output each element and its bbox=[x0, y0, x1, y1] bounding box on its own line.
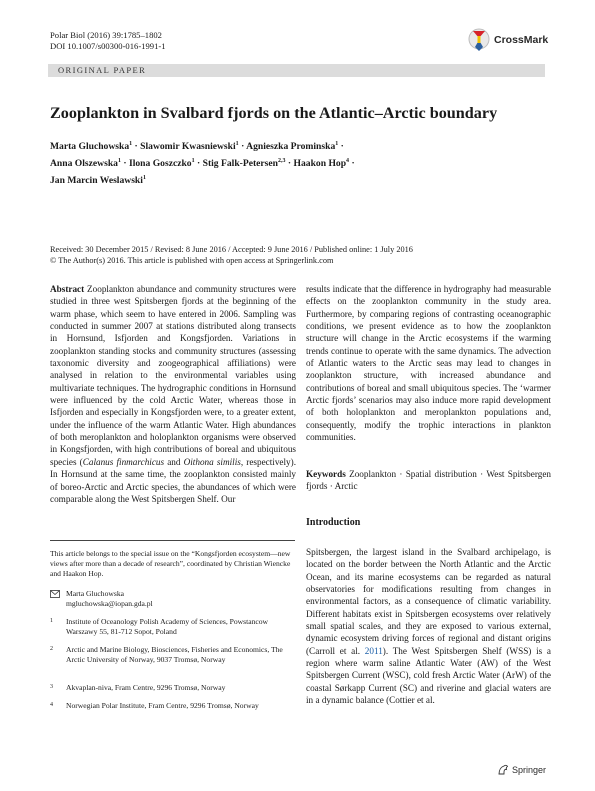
species-name: Calanus finmarchicus bbox=[82, 456, 165, 467]
affiliation-number: 1 bbox=[50, 618, 53, 624]
abstract bbox=[50, 283, 296, 505]
correspondence-name: Marta Gluchowska bbox=[66, 589, 124, 598]
author-name[interactable]: Haakon Hop bbox=[293, 158, 347, 170]
keywords-list: Zooplankton · Spatial distribution · West Spitsbergen fjords · Arctic bbox=[306, 469, 551, 492]
author-affiliation: 1 bbox=[117, 158, 121, 165]
author-affiliation: 2,3 bbox=[278, 158, 286, 165]
author-affiliation: 1 bbox=[235, 141, 239, 147]
abstract-text: and bbox=[164, 456, 184, 467]
affiliation-text: Arctic and Marine Biology, Biosciences, Fisheries and Economics, The Arctic University of Norway, 9037 Tromsø, Norway bbox=[66, 645, 283, 664]
article-type: ORIGINAL PAPER bbox=[58, 65, 147, 75]
intro-text: Spitsbergen, the largest island in the Svalbard archipelago, is located on the border between the North Atlantic and the Arctic Ocean, and its marine ecosystems can be regarded as natural observatories for modifications resulting from changes in environmental factors, as a consequence of climatic variability. Different habitats exist in Spitsbergen ecosystems over relatively small spatial scales, and they are exposed to various external, dynamic ecosystem driving forces of regional and distant origins (Carroll et al. bbox=[306, 547, 551, 656]
springer-horse-icon bbox=[497, 764, 509, 775]
author-separator: · bbox=[120, 158, 129, 170]
publisher-logo bbox=[497, 764, 546, 775]
envelope-icon bbox=[50, 590, 60, 598]
crossmark-badge[interactable] bbox=[468, 25, 568, 55]
author-name[interactable]: Marta Gluchowska bbox=[50, 141, 130, 153]
affiliation-text: Norwegian Polar Institute, Fram Centre, 9296 Tromsø, Norway bbox=[66, 701, 259, 710]
author-affiliation: 4 bbox=[346, 158, 350, 165]
author-affiliation: 1 bbox=[191, 158, 195, 165]
correspondence bbox=[50, 589, 153, 609]
keywords bbox=[306, 468, 551, 493]
author-separator: · bbox=[194, 158, 203, 170]
author-separator: · bbox=[338, 141, 344, 153]
species-name: Oithona similis bbox=[183, 456, 241, 467]
abstract-label: Abstract bbox=[50, 284, 85, 294]
citation-link[interactable]: 2011 bbox=[364, 645, 383, 656]
publisher-name: Springer bbox=[512, 764, 547, 775]
author-separator: · bbox=[349, 158, 355, 170]
author-line-3 bbox=[50, 171, 355, 188]
affiliation-text: Institute of Oceanology Polish Academy of Sciences, Powstancow Warszawy 55, 81-712 Sopot, Poland bbox=[66, 617, 269, 636]
author-line-1 bbox=[50, 137, 355, 154]
affiliation-number: 4 bbox=[50, 702, 53, 708]
footnote-divider bbox=[50, 540, 295, 541]
special-issue-note: This article belongs to the special issue on the “Kongsfjorden ecosystem—new views after more than a decade of research”, coordinated by Christian Wiencke and Haakon Hop. bbox=[50, 549, 291, 578]
introduction-text bbox=[306, 546, 551, 706]
abstract-text: , respectively). In Hornsund at the same time, the zooplankton consisted mainly of boreo-Arctic and Arctic species, the abundances of which were comparable along the West Spitsbergen Shelf. Our bbox=[50, 456, 296, 504]
abstract-continued bbox=[306, 283, 551, 443]
section-heading-introduction: Introduction bbox=[306, 517, 361, 528]
crossmark-icon bbox=[468, 27, 490, 53]
affiliation-number: 2 bbox=[50, 646, 53, 652]
paper-title: Zooplankton in Svalbard fjords on the Atlantic–Arctic boundary bbox=[50, 104, 498, 122]
author-name[interactable]: Stig Falk-Petersen bbox=[202, 158, 279, 170]
author-name[interactable]: Slawomir Kwasniewski bbox=[140, 141, 236, 153]
history-dates: Received: 30 December 2015 / Revised: 8 June 2016 / Accepted: 9 June 2016 / Published online: 1 July 2016 bbox=[50, 245, 413, 254]
author-separator: · bbox=[238, 141, 247, 153]
author-list bbox=[50, 137, 355, 189]
author-separator: · bbox=[285, 158, 294, 170]
abstract-text: Zooplankton abundance and community structures were studied in three west Spitsbergen fjords at the beginning of the warm phase, which seem to have entered in 2006. Sampling was conducted in summer 2007 at stations distributed along transects in Hornsund, Isfjorden and Kongsfjorden. Variations in zooplankton standing stocks and community structures (assessing taxonomic diversity and zoogeographical affiliations) were analysed in relation to the environmental variables using multivariate techniques. The hydrographic conditions in Hornsund were influenced by the cold Arctic Water, whereas those in Isfjorden and especially in Kongsfjorden were, to a greater extent, under the influence of the warm Atlantic Water. High abundances of both meroplankton and holoplankton organisms were observed in Kongsfjorden, with high contributions of boreal and ubiquitous species ( bbox=[50, 284, 296, 467]
affiliation-number: 3 bbox=[50, 684, 53, 690]
author-separator: · bbox=[132, 141, 141, 153]
keywords-label: Keywords bbox=[306, 469, 346, 479]
author-name[interactable]: Jan Marcin Weslawski bbox=[50, 175, 143, 187]
correspondence-email[interactable]: mgluchowska@iopan.gda.pl bbox=[66, 598, 153, 608]
author-affiliation: 1 bbox=[142, 175, 146, 182]
crossmark-label: CrossMark bbox=[494, 34, 549, 46]
doi[interactable]: DOI 10.1007/s00300-016-1991-1 bbox=[50, 41, 166, 51]
author-line-2 bbox=[50, 154, 355, 171]
affiliation-text: Akvaplan-niva, Fram Centre, 9296 Tromsø, Norway bbox=[66, 683, 226, 692]
intro-text: ). The West Spitsbergen Shelf (WSS) is a region where warm saline Atlantic Water (AW) of the West Spitsbergen Current (WSC), cold fresh Arctic Water (ArW) of the coastal Sørkapp Current (SC) and riverine and glacial waters are in a dynamic balance (Cottier et al. bbox=[306, 645, 551, 706]
author-affiliation: 1 bbox=[335, 141, 339, 147]
author-affiliation: 1 bbox=[129, 141, 133, 147]
license-note: © The Author(s) 2016. This article is published with open access at Springerlink.com bbox=[50, 256, 334, 265]
author-name[interactable]: Anna Olszewska bbox=[50, 158, 118, 170]
abstract-text: results indicate that the difference in hydrography had measurable effects on the zooplankton community in the study area. Furthermore, by comparing regions of contrasting oceanographic conditions, we present evidence as to how the zooplankton structure will change in the Arctic ecosystems if the warming trends continue to operate with the same dynamics. The advection of Atlantic waters to the Arctic seas may lead to changes in zooplankton structure, with increased abundance and contributions of boreal and small ubiquitous species. The ‘warmer Arctic fjords’ scenarios may also induce more rapid development of both holoplankton and meroplankton populations and, consequently, modify the trophic interactions in plankton communities. bbox=[306, 284, 551, 443]
author-name[interactable]: Agnieszka Prominska bbox=[246, 141, 336, 153]
author-name[interactable]: Ilona Goszczko bbox=[128, 158, 192, 170]
journal-citation: Polar Biol (2016) 39:1785–1802 bbox=[50, 30, 162, 40]
